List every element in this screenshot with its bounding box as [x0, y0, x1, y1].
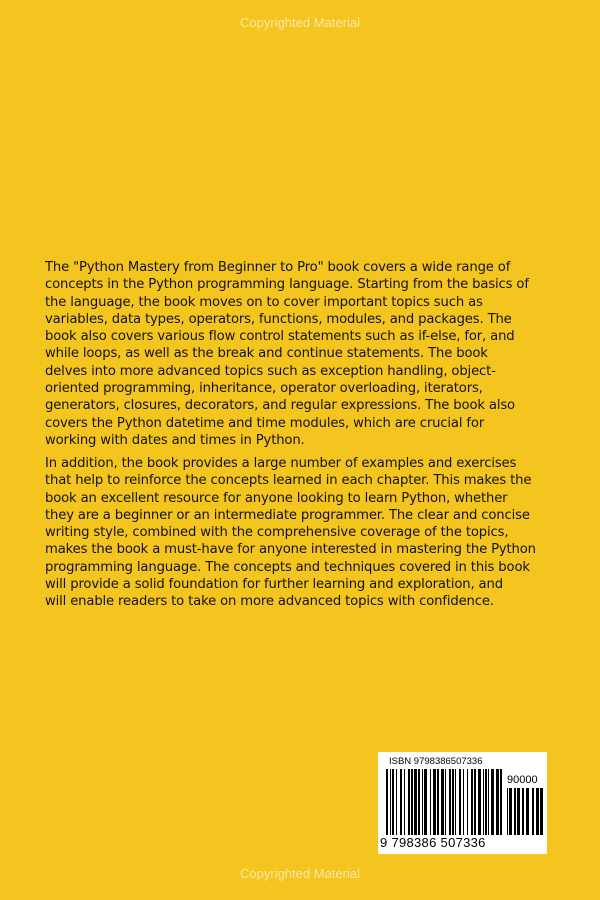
- isbn-barcode: [378, 752, 547, 854]
- barcode-bar: [500, 769, 502, 835]
- text-line: programming language. The concepts and techniques covered in this book: [45, 559, 530, 575]
- price-addon-bars: [507, 788, 543, 835]
- barcode-bar: [485, 769, 487, 835]
- barcode-bar: [452, 769, 454, 835]
- text-line: oriented programming, inheritance, operator overloading, iterators,: [45, 381, 483, 397]
- barcode-bar: [463, 769, 464, 835]
- barcode-bar: [437, 769, 439, 835]
- barcode-bar: [386, 769, 388, 835]
- barcode-bar: [441, 769, 444, 835]
- barcode-bar: [540, 788, 543, 835]
- barcode-bar: [400, 769, 402, 835]
- barcode-bar: [433, 769, 436, 835]
- barcode-bar: [467, 769, 468, 835]
- text-line: concepts in the Python programming language. Starting from the basics of: [45, 277, 529, 293]
- barcode-bar: [478, 769, 481, 835]
- barcode-bars: [386, 769, 504, 835]
- text-line: the language, the book moves on to cover important topics such as: [45, 294, 483, 310]
- barcode-bar: [526, 788, 529, 835]
- barcode-bar: [459, 769, 461, 835]
- text-line: will provide a solid foundation for further learning and exploration, and: [45, 577, 503, 593]
- barcode-bar: [509, 788, 512, 835]
- barcode-bar: [408, 769, 410, 835]
- description-paragraph-2: [45, 455, 577, 611]
- text-line: while loops, as well as the break and continue statements. The book: [45, 346, 488, 362]
- text-line: generators, closures, decorators, and regular expressions. The book also: [45, 398, 515, 414]
- text-line: that help to reinforce the concepts learned in each chapter. This makes the: [45, 473, 532, 489]
- barcode-bar: [471, 769, 473, 835]
- text-line: covers the Python datetime and time modules, which are crucial for: [45, 415, 485, 431]
- text-line: working with dates and times in Python.: [45, 432, 305, 448]
- barcode-bar: [491, 769, 494, 835]
- copyright-watermark-bottom: Copyrighted Material: [240, 866, 360, 881]
- barcode-bar: [414, 769, 417, 835]
- barcode-bar: [532, 788, 534, 835]
- text-line: The "Python Mastery from Beginner to Pro" book covers a wide range of: [45, 260, 511, 275]
- text-line: delves into more advanced topics such as exception handling, object-: [45, 363, 496, 379]
- text-line: makes the book a must-have for anyone interested in mastering the Python: [45, 542, 536, 558]
- barcode-bar: [522, 788, 524, 835]
- barcode-bar: [455, 769, 456, 835]
- text-line: they are a beginner or an intermediate programmer. The clear and concise: [45, 507, 530, 523]
- barcode-bar: [514, 788, 516, 835]
- description-paragraph-1: [45, 259, 577, 449]
- barcode-bar: [411, 769, 413, 835]
- barcode-bar: [404, 769, 405, 835]
- barcode-bar: [424, 769, 427, 835]
- text-line: writing style, combined with the comprehensive coverage of the topics,: [45, 525, 509, 541]
- barcode-bar: [430, 769, 431, 835]
- barcode-bar: [507, 788, 508, 835]
- text-line: variables, data types, operators, functions, modules, and packages. The: [45, 311, 512, 327]
- copyright-watermark-top: Copyrighted Material: [240, 15, 360, 30]
- price-code: 90000: [507, 774, 538, 786]
- barcode-bar: [392, 769, 394, 835]
- text-line: will enable readers to take on more advanced topics with confidence.: [45, 594, 494, 610]
- barcode-bar: [474, 769, 476, 835]
- text-line: book also covers various flow control statements such as if-else, for, and: [45, 329, 515, 345]
- text-line: book an excellent resource for anyone looking to learn Python, whether: [45, 490, 508, 506]
- barcode-bar: [390, 769, 391, 835]
- isbn-label: ISBN 9798386507336: [389, 756, 483, 767]
- barcode-bar: [449, 769, 451, 835]
- barcode-bar: [483, 769, 484, 835]
- barcode-bar: [396, 769, 397, 835]
- barcode-bar: [517, 788, 520, 835]
- barcode-bar: [488, 769, 489, 835]
- barcode-bar: [418, 769, 420, 835]
- barcode-bar: [422, 769, 423, 835]
- barcode-bar: [445, 769, 446, 835]
- text-line: In addition, the book provides a large number of examples and exercises: [45, 456, 517, 471]
- barcode-bar: [496, 769, 499, 835]
- barcode-digits: 9 798386 507336: [380, 835, 486, 850]
- barcode-bar: [536, 788, 539, 835]
